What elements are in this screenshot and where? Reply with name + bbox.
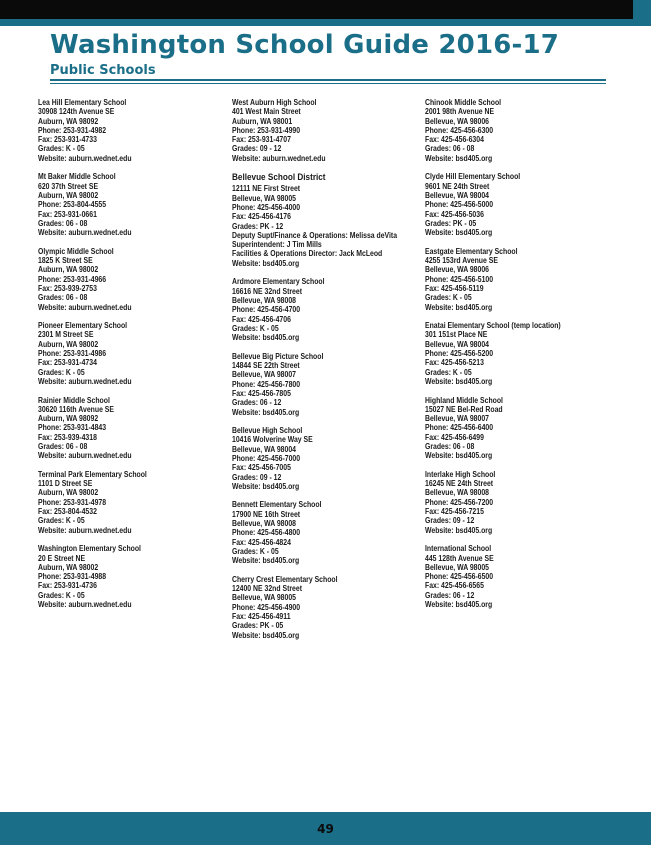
school-name: Bennett Elementary School xyxy=(232,500,322,510)
entry-spacer xyxy=(425,461,587,470)
school-name: Clyde Hill Elementary School xyxy=(425,172,521,182)
website-line: Website: bsd405.org xyxy=(425,451,493,461)
school-entry xyxy=(38,98,200,172)
entry-spacer xyxy=(38,163,200,172)
grades-line: Grades: 09 - 12 xyxy=(425,516,475,526)
entry-line: Bellevue, WA 98006 xyxy=(425,265,490,275)
school-name: Interlake High School xyxy=(425,469,496,479)
entry-line: 445 128th Avenue SE xyxy=(425,553,494,563)
page-title: Washington School Guide 2016-17 xyxy=(50,30,560,60)
fax-line: Fax: 253-804-4532 xyxy=(38,507,97,517)
grades-line: Grades: 06 - 08 xyxy=(425,441,475,451)
corner-accent xyxy=(633,0,651,26)
entry-line: Auburn, WA 98002 xyxy=(38,562,99,572)
phone-line: Phone: 253-931-4990 xyxy=(232,125,301,135)
entry-line: 16245 NE 24th Street xyxy=(425,479,494,489)
school-name: Bellevue Big Picture School xyxy=(232,351,324,361)
phone-line: Phone: 425-456-7000 xyxy=(232,453,301,463)
entry-line: Auburn, WA 98002 xyxy=(38,339,99,349)
phone-line: Phone: 425-456-5200 xyxy=(425,349,494,359)
fax-line: Fax: 253-931-4707 xyxy=(232,135,291,145)
entry-spacer xyxy=(425,163,587,172)
fax-line: Fax: 425-456-6499 xyxy=(425,432,484,442)
entry-line: Auburn, WA 98092 xyxy=(38,116,99,126)
fax-line: Fax: 425-456-5119 xyxy=(425,283,484,293)
page-number: 49 xyxy=(317,822,334,836)
entry-line: 17900 NE 16th Street xyxy=(232,509,301,519)
phone-line: Phone: 253-931-4978 xyxy=(38,497,107,507)
phone-line: Phone: 425-456-7800 xyxy=(232,379,301,389)
header-rule-thick xyxy=(50,79,606,81)
fax-line: Fax: 425-456-4824 xyxy=(232,537,291,547)
fax-line: Fax: 425-456-7215 xyxy=(425,507,484,517)
school-entry xyxy=(232,352,394,426)
school-name: International School xyxy=(425,544,492,554)
grades-line: Grades: 06 - 08 xyxy=(425,144,475,154)
school-entry xyxy=(38,544,200,609)
entry-line: Bellevue, WA 98005 xyxy=(232,193,297,203)
grades-line: Grades: PK - 05 xyxy=(425,218,477,228)
top-accent-band xyxy=(0,19,651,26)
website-line: Website: bsd405.org xyxy=(232,630,300,640)
fax-line: Fax: 425-456-6565 xyxy=(425,581,484,591)
school-entry xyxy=(425,98,587,172)
school-name: Enatai Elementary School (temp location) xyxy=(425,321,561,331)
school-entry xyxy=(425,321,587,395)
entry-line: 1825 K Street SE xyxy=(38,256,93,266)
entry-line: 620 37th Street SE xyxy=(38,181,99,191)
phone-line: Phone: 425-456-4800 xyxy=(232,528,301,538)
entry-line: 15027 NE Bel-Red Road xyxy=(425,404,503,414)
fax-line: Fax: 425-456-7005 xyxy=(232,463,291,473)
school-entry xyxy=(38,470,200,544)
website-line: Website: bsd405.org xyxy=(425,228,493,238)
school-name: Eastgate Elementary School xyxy=(425,246,518,256)
phone-line: Phone: 425-456-5100 xyxy=(425,274,494,284)
entry-spacer xyxy=(232,268,394,277)
grades-line: Grades: 06 - 08 xyxy=(38,441,88,451)
fax-line: Fax: 425-456-6304 xyxy=(425,135,484,145)
phone-line: Phone: 425-456-7200 xyxy=(425,497,494,507)
entry-spacer xyxy=(38,312,200,321)
fax-line: Fax: 253-931-4736 xyxy=(38,581,97,591)
grades-line: Grades: K - 05 xyxy=(38,144,85,154)
school-entry xyxy=(232,98,394,172)
entry-line: Auburn, WA 98092 xyxy=(38,414,99,424)
fax-line: Fax: 425-456-7805 xyxy=(232,388,291,398)
phone-line: Phone: 425-456-4000 xyxy=(232,202,301,212)
entry-line: 4255 153rd Avenue SE xyxy=(425,256,498,266)
district-name: Bellevue School District xyxy=(232,172,326,184)
grades-line: Grades: K - 05 xyxy=(38,367,85,377)
header-rule-thin xyxy=(50,83,606,84)
school-entry xyxy=(38,396,200,470)
entry-spacer xyxy=(38,535,200,544)
school-name: Olympic Middle School xyxy=(38,246,114,256)
entry-line: Auburn, WA 98002 xyxy=(38,488,99,498)
entry-spacer xyxy=(232,566,394,575)
school-name: Mt Baker Middle School xyxy=(38,172,116,182)
top-black-bar xyxy=(0,0,651,19)
entry-line: 12111 NE First Street xyxy=(232,184,301,194)
fax-line: Fax: 425-456-4176 xyxy=(232,212,291,222)
entry-line: 30908 124th Avenue SE xyxy=(38,107,115,117)
entry-line: 30620 116th Avenue SE xyxy=(38,404,114,414)
fax-line: Fax: 425-456-5213 xyxy=(425,358,484,368)
grades-line: Grades: K - 05 xyxy=(425,367,472,377)
entry-line: Bellevue, WA 98005 xyxy=(232,593,297,603)
entry-line: Bellevue, WA 98007 xyxy=(425,414,490,424)
entry-line: Bellevue, WA 98004 xyxy=(232,444,297,454)
school-entry xyxy=(38,247,200,321)
grades-line: Grades: K - 05 xyxy=(425,293,472,303)
entry-spacer xyxy=(232,417,394,426)
phone-line: Phone: 425-456-5000 xyxy=(425,200,494,210)
website-line: Website: bsd405.org xyxy=(232,481,300,491)
school-entry xyxy=(425,544,587,609)
entry-line: 12400 NE 32nd Street xyxy=(232,584,302,594)
entry-line: 9601 NE 24th Street xyxy=(425,181,490,191)
school-entry xyxy=(38,172,200,246)
school-name: Lea Hill Elementary School xyxy=(38,98,127,107)
school-entry xyxy=(232,277,394,351)
school-entry xyxy=(232,426,394,500)
phone-line: Phone: 253-931-4986 xyxy=(38,349,107,359)
entry-spacer xyxy=(38,461,200,470)
website-line: Website: auburn.wednet.edu xyxy=(38,600,132,610)
school-name: Chinook Middle School xyxy=(425,98,502,107)
entry-spacer xyxy=(38,237,200,246)
fax-line: Fax: 253-931-4733 xyxy=(38,135,97,145)
entry-spacer xyxy=(425,535,587,544)
school-name: Terminal Park Elementary School xyxy=(38,469,147,479)
entry-line: Bellevue, WA 98008 xyxy=(425,488,490,498)
website-line: Website: bsd405.org xyxy=(425,376,493,386)
entry-line: 16616 NE 32nd Street xyxy=(232,286,302,296)
school-name: Pioneer Elementary School xyxy=(38,321,128,331)
entry-line: 301 151st Place NE xyxy=(425,330,488,340)
school-name: Cherry Crest Elementary School xyxy=(232,574,338,584)
phone-line: Phone: 425-456-6400 xyxy=(425,423,494,433)
fax-line: Fax: 425-456-4911 xyxy=(232,612,291,622)
website-line: Website: bsd405.org xyxy=(232,258,300,268)
website-line: Website: bsd405.org xyxy=(232,556,300,566)
website-line: Website: auburn.wednet.edu xyxy=(38,153,132,163)
school-name: West Auburn High School xyxy=(232,98,317,107)
entry-line: 1101 D Street SE xyxy=(38,479,93,489)
phone-line: Phone: 253-804-4555 xyxy=(38,200,107,210)
entry-line: 401 West Main Street xyxy=(232,107,301,117)
grades-line: Grades: 06 - 12 xyxy=(425,590,475,600)
website-line: Website: auburn.wednet.edu xyxy=(38,302,132,312)
grades-line: Grades: PK - 05 xyxy=(232,621,284,631)
fax-line: Fax: 425-456-4706 xyxy=(232,314,291,324)
entry-line: Superintendent: J Tim Mills xyxy=(232,240,322,250)
website-line: Website: bsd405.org xyxy=(425,302,493,312)
phone-line: Phone: 253-931-4982 xyxy=(38,125,107,135)
column-3 xyxy=(425,98,613,609)
school-entry xyxy=(425,172,587,246)
column-1 xyxy=(38,98,226,609)
column-2 xyxy=(232,98,420,640)
entry-line: Auburn, WA 98002 xyxy=(38,265,99,275)
website-line: Website: bsd405.org xyxy=(232,333,300,343)
page-subtitle: Public Schools xyxy=(50,63,156,78)
website-line: Website: bsd405.org xyxy=(425,525,493,535)
entry-line: Bellevue, WA 98006 xyxy=(425,116,490,126)
entry-spacer xyxy=(232,491,394,500)
entry-spacer xyxy=(425,312,587,321)
phone-line: Phone: 425-456-6500 xyxy=(425,572,494,582)
website-line: Website: auburn.wednet.edu xyxy=(38,525,132,535)
grades-line: Grades: 06 - 08 xyxy=(38,293,88,303)
phone-line: Phone: 253-931-4843 xyxy=(38,423,107,433)
grades-line: Grades: PK - 12 xyxy=(232,221,284,231)
school-entry xyxy=(38,321,200,395)
website-line: Website: bsd405.org xyxy=(425,153,493,163)
entry-line: Bellevue, WA 98008 xyxy=(232,295,297,305)
entry-spacer xyxy=(232,163,394,172)
entry-spacer xyxy=(425,386,587,395)
entry-line: Auburn, WA 98002 xyxy=(38,190,99,200)
fax-line: Fax: 253-939-4318 xyxy=(38,432,97,442)
website-line: Website: auburn.wednet.edu xyxy=(38,376,132,386)
entry-spacer xyxy=(232,342,394,351)
entry-line: Deputy Supt/Finance & Operations: Melissa deVita xyxy=(232,230,398,240)
website-line: Website: auburn.wednet.edu xyxy=(38,451,132,461)
grades-line: Grades: 06 - 12 xyxy=(232,398,282,408)
grades-line: Grades: K - 05 xyxy=(38,590,85,600)
fax-line: Fax: 253-939-2753 xyxy=(38,283,97,293)
grades-line: Grades: 09 - 12 xyxy=(232,144,282,154)
entry-line: 14844 SE 22th Street xyxy=(232,361,300,371)
entry-line: Facilities & Operations Director: Jack McLeod xyxy=(232,249,383,259)
entry-line: Bellevue, WA 98004 xyxy=(425,339,490,349)
school-entry xyxy=(425,470,587,544)
entry-line: Bellevue, WA 98005 xyxy=(425,562,490,572)
grades-line: Grades: 06 - 08 xyxy=(38,218,88,228)
website-line: Website: auburn.wednet.edu xyxy=(38,228,132,238)
school-name: Rainier Middle School xyxy=(38,395,110,405)
school-name: Ardmore Elementary School xyxy=(232,277,325,287)
phone-line: Phone: 425-456-4700 xyxy=(232,305,301,315)
school-entry xyxy=(425,247,587,321)
entry-line: Bellevue, WA 98008 xyxy=(232,519,297,529)
grades-line: Grades: K - 05 xyxy=(232,546,279,556)
entry-line: Auburn, WA 98001 xyxy=(232,116,293,126)
entry-spacer xyxy=(38,386,200,395)
grades-line: Grades: K - 05 xyxy=(38,516,85,526)
school-name: Highland Middle School xyxy=(425,395,503,405)
website-line: Website: bsd405.org xyxy=(425,600,493,610)
fax-line: Fax: 253-931-0661 xyxy=(38,209,97,219)
school-entry xyxy=(425,396,587,470)
website-line: Website: auburn.wednet.edu xyxy=(232,153,326,163)
entry-spacer xyxy=(425,237,587,246)
entry-line: 2001 98th Avenue NE xyxy=(425,107,495,117)
phone-line: Phone: 253-931-4988 xyxy=(38,572,107,582)
website-line: Website: bsd405.org xyxy=(232,407,300,417)
grades-line: Grades: 09 - 12 xyxy=(232,472,282,482)
entry-line: Bellevue, WA 98007 xyxy=(232,370,297,380)
grades-line: Grades: K - 05 xyxy=(232,323,279,333)
entry-line: 2301 M Street SE xyxy=(38,330,94,340)
school-name: Washington Elementary School xyxy=(38,544,141,554)
phone-line: Phone: 425-456-6300 xyxy=(425,125,494,135)
entry-line: 10416 Wolverine Way SE xyxy=(232,435,313,445)
entry-line: Bellevue, WA 98004 xyxy=(425,190,490,200)
school-name: Bellevue High School xyxy=(232,426,303,436)
phone-line: Phone: 253-931-4966 xyxy=(38,274,107,284)
entry-line: 20 E Street NE xyxy=(38,553,86,563)
district-entry xyxy=(232,172,398,277)
school-entry xyxy=(232,500,394,574)
school-entry xyxy=(232,575,394,640)
fax-line: Fax: 425-456-5036 xyxy=(425,209,484,219)
fax-line: Fax: 253-931-4734 xyxy=(38,358,97,368)
phone-line: Phone: 425-456-4900 xyxy=(232,602,301,612)
